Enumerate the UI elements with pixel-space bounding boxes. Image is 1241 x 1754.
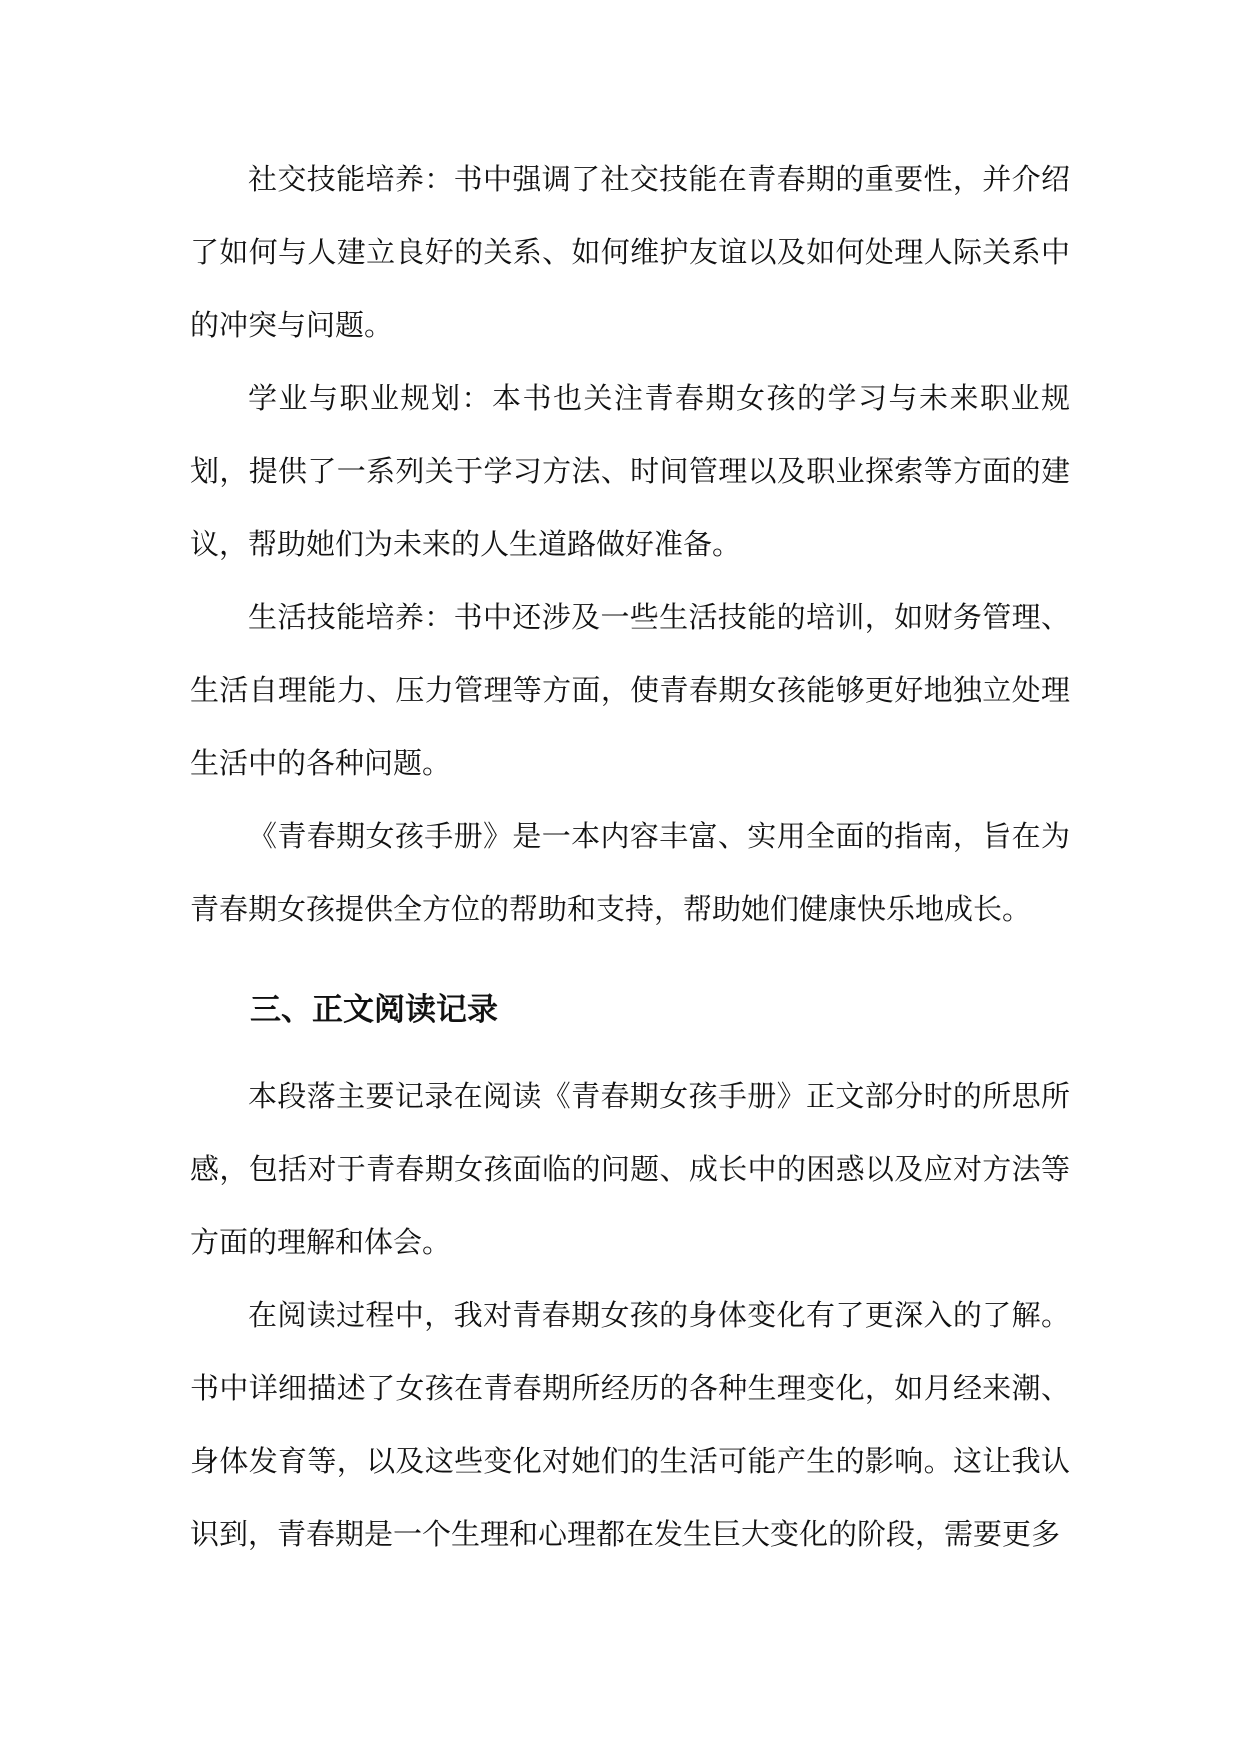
section-heading: 三、正文阅读记录: [250, 992, 498, 1028]
paragraph-social-skills: 社交技能培养：书中强调了社交技能在青春期的重要性，并介绍了如何与人建立良好的关系、如何维护友谊以及如何处理人际关系中的冲突与问题。: [190, 162, 1070, 342]
document-body: [190, 143, 1070, 1571]
paragraph-body-changes: 在阅读过程中，我对青春期女孩的身体变化有了更深入的了解。书中详细描述了女孩在青春期所经历的各种生理变化，如月经来潮、身体发育等，以及这些变化对她们的生活可能产生的影响。这让我认识到，青春期是一个生理和心理都在发生巨大变化的阶段，需要更多: [190, 1298, 1070, 1551]
paragraph-summary: 《青春期女孩手册》是一本内容丰富、实用全面的指南，旨在为青春期女孩提供全方位的帮助和支持，帮助她们健康快乐地成长。: [190, 819, 1070, 926]
paragraph-study-career: 学业与职业规划：本书也关注青春期女孩的学习与未来职业规划，提供了一系列关于学习方法、时间管理以及职业探索等方面的建议，帮助她们为未来的人生道路做好准备。: [190, 381, 1070, 561]
paragraph-reading-intro: 本段落主要记录在阅读《青春期女孩手册》正文部分时的所思所感，包括对于青春期女孩面临的问题、成长中的困惑以及应对方法等方面的理解和体会。: [190, 1079, 1070, 1259]
paragraph-life-skills: 生活技能培养：书中还涉及一些生活技能的培训，如财务管理、生活自理能力、压力管理等方面，使青春期女孩能够更好地独立处理生活中的各种问题。: [190, 600, 1070, 780]
